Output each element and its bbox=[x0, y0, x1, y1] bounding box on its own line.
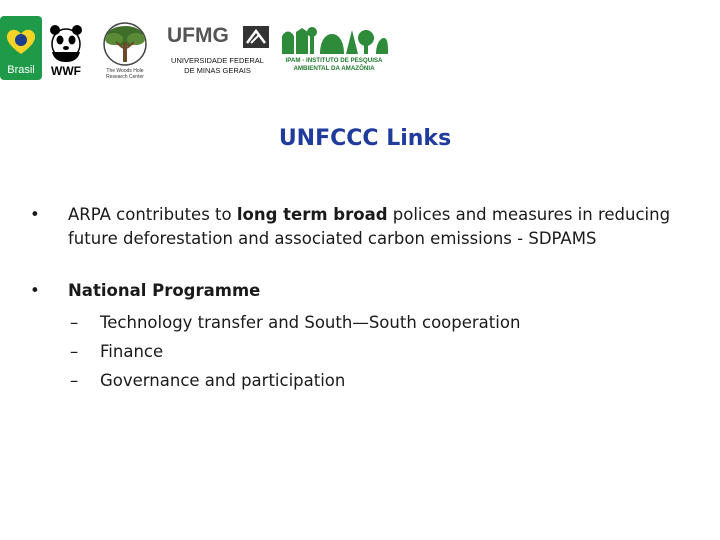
brasil-logo-text: Brasil bbox=[7, 64, 35, 76]
wwf-logo-text: WWF bbox=[51, 64, 81, 78]
panda-icon bbox=[46, 22, 86, 62]
bullet-text bbox=[68, 203, 690, 251]
sub-bullet-text: Technology transfer and South—South cooperation bbox=[100, 313, 521, 332]
sub-bullet-text: Governance and participation bbox=[100, 371, 346, 390]
woods-hole-logo bbox=[92, 22, 158, 80]
bullet-text-bold: long term broad bbox=[236, 205, 388, 224]
bullet-item bbox=[30, 279, 690, 303]
sub-bullet-text: Finance bbox=[100, 342, 164, 361]
bullet-text-pre: ARPA contributes to bbox=[68, 205, 237, 224]
wwf-logo bbox=[46, 22, 86, 78]
woods-hole-logo-text: The Woods Hole Research Center bbox=[106, 68, 144, 80]
tree-icon bbox=[92, 22, 158, 68]
sub-bullet-item bbox=[70, 308, 690, 337]
sub-bullet-list bbox=[70, 308, 690, 395]
bullet-item bbox=[30, 203, 690, 251]
sub-bullet-marker: – bbox=[70, 371, 79, 390]
brasil-heart-icon bbox=[4, 26, 38, 56]
ufmg-logo-name: UFMG bbox=[167, 24, 229, 47]
slide-content bbox=[30, 203, 690, 395]
ufmg-logo-subtitle: UNIVERSIDADE FEDERAL DE MINAS GERAIS bbox=[171, 56, 264, 75]
ufmg-emblem-icon bbox=[243, 26, 269, 48]
sub-bullet-item bbox=[70, 337, 690, 366]
brasil-logo bbox=[0, 16, 42, 80]
bullet-heading: National Programme bbox=[68, 281, 261, 300]
sub-bullet-marker: – bbox=[70, 313, 79, 332]
ipam-logo bbox=[280, 26, 388, 76]
bullet-marker: • bbox=[30, 281, 40, 300]
ufmg-logo bbox=[165, 22, 270, 80]
ipam-logo-text: IPAM - INSTITUTO DE PESQUISA AMBIENTAL DA AMAZÔNIA bbox=[285, 57, 383, 72]
logo-bar bbox=[0, 0, 720, 95]
bullet-text-post: polices and measures in reducing future deforestation and associated carbon emissions - SDPAMS bbox=[68, 205, 671, 248]
forest-icon bbox=[280, 26, 388, 56]
slide-title: UNFCCC Links bbox=[278, 126, 452, 151]
sub-bullet-marker: – bbox=[70, 342, 79, 361]
bullet-text bbox=[68, 279, 690, 303]
bullet-marker: • bbox=[30, 205, 40, 224]
sub-bullet-item bbox=[70, 366, 690, 395]
